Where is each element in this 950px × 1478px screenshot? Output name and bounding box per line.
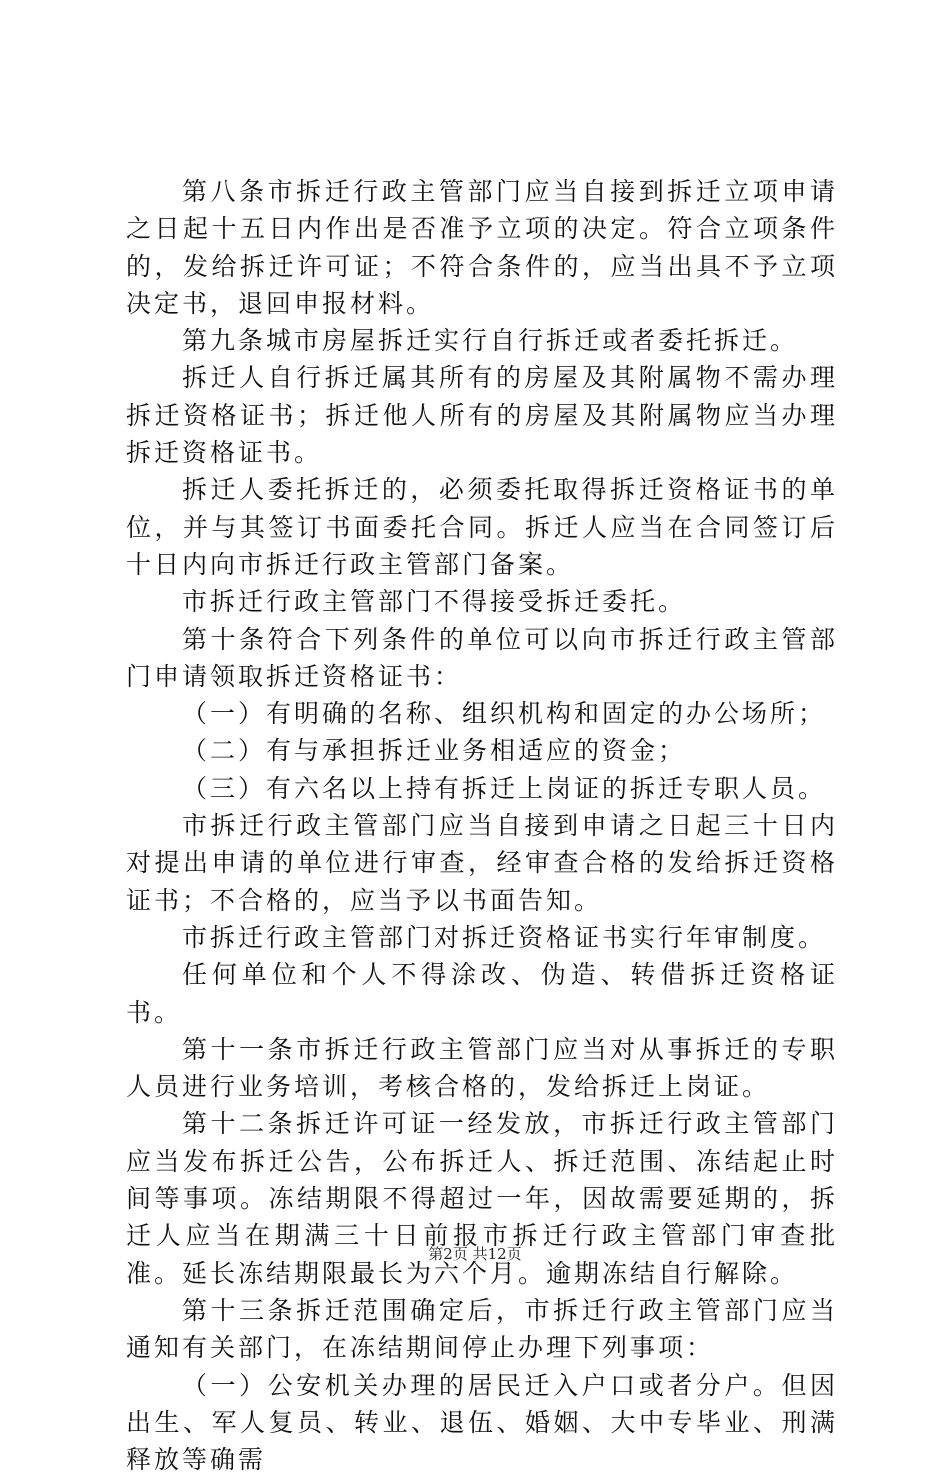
paragraph-no-entrust: 市拆迁行政主管部门不得接受拆迁委托。 bbox=[126, 583, 838, 620]
paragraph-article-11: 第十一条市拆迁行政主管部门应当对从事拆迁的专职人员进行业务培训，考核合格的，发给拆迁上岗证。 bbox=[126, 1031, 838, 1106]
list-item-2: （二）有与承担拆迁业务相适应的资金； bbox=[126, 732, 838, 769]
page-footer: 第2页 共12页 bbox=[0, 1243, 950, 1264]
paragraph-article-10: 第十条符合下列条件的单位可以向市拆迁行政主管部门申请领取拆迁资格证书： bbox=[126, 621, 838, 696]
paragraph-self-demolition: 拆迁人自行拆迁属其所有的房屋及其附属物不需办理拆迁资格证书；拆迁他人所有的房屋及其附属物应当办理拆迁资格证书。 bbox=[126, 359, 838, 471]
paragraph-review: 市拆迁行政主管部门应当自接到申请之日起三十日内对提出申请的单位进行审查，经审查合格的发给拆迁资格证书；不合格的，应当予以书面告知。 bbox=[126, 807, 838, 919]
paragraph-article-8: 第八条市拆迁行政主管部门应当自接到拆迁立项申请之日起十五日内作出是否准予立项的决定。符合立项条件的，发给拆迁许可证；不符合条件的，应当出具不予立项决定书，退回申报材料。 bbox=[126, 173, 838, 322]
list-item-3: （三）有六名以上持有拆迁上岗证的拆迁专职人员。 bbox=[126, 770, 838, 807]
document-body bbox=[126, 173, 838, 1478]
paragraph-article-9: 第九条城市房屋拆迁实行自行拆迁或者委托拆迁。 bbox=[126, 322, 838, 359]
paragraph-no-forgery: 任何单位和个人不得涂改、伪造、转借拆迁资格证书。 bbox=[126, 956, 838, 1031]
list-item-1: （一）有明确的名称、组织机构和固定的办公场所； bbox=[126, 695, 838, 732]
paragraph-annual-review: 市拆迁行政主管部门对拆迁资格证书实行年审制度。 bbox=[126, 919, 838, 956]
list-item-13-1: （一）公安机关办理的居民迁入户口或者分户。但因出生、军人复员、转业、退伍、婚姻、大中专毕业、刑满释放等确需 bbox=[126, 1367, 838, 1478]
paragraph-entrusted-demolition: 拆迁人委托拆迁的，必须委托取得拆迁资格证书的单位，并与其签订书面委托合同。拆迁人应当在合同签订后十日内向市拆迁行政主管部门备案。 bbox=[126, 471, 838, 583]
paragraph-article-13: 第十三条拆迁范围确定后，市拆迁行政主管部门应当通知有关部门，在冻结期间停止办理下列事项： bbox=[126, 1292, 838, 1367]
paragraph-article-12: 第十二条拆迁许可证一经发放，市拆迁行政主管部门应当发布拆迁公告，公布拆迁人、拆迁范围、冻结起止时间等事项。冻结期限不得超过一年，因故需要延期的，拆迁人应当在期满三十日前报市拆迁行政主管部门审查批准。延长冻结期限最长为六个月。逾期冻结自行解除。 bbox=[126, 1105, 838, 1291]
